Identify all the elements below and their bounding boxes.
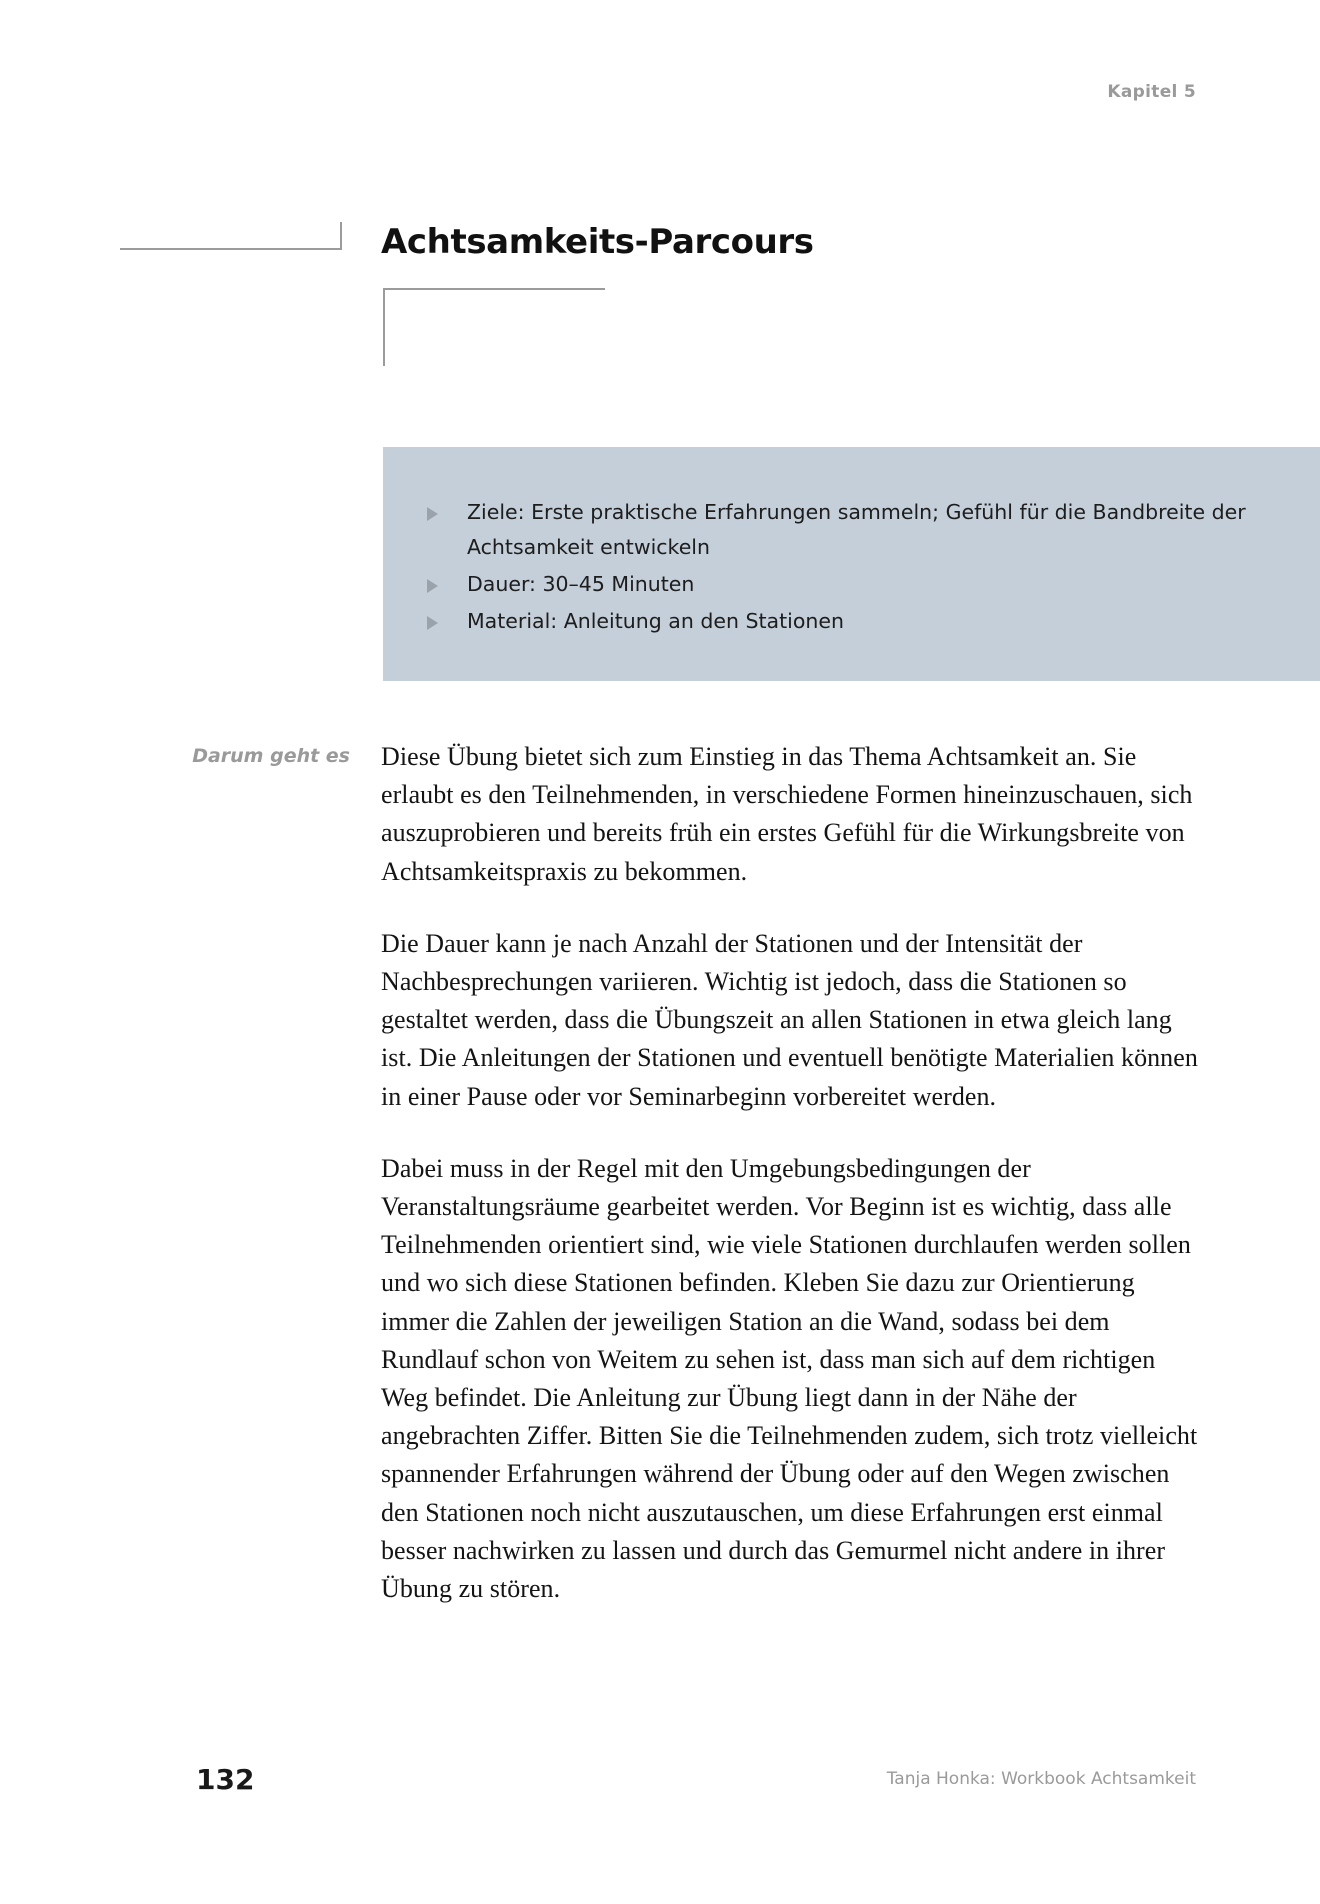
list-item <box>419 604 1268 639</box>
running-header-chapter: Kapitel 5 <box>1107 82 1196 102</box>
footer-credit: Tanja Honka: Workbook Achtsamkeit <box>886 1769 1196 1789</box>
list-item <box>419 567 1268 602</box>
info-box-list <box>419 495 1268 639</box>
triangle-right-icon <box>427 616 438 630</box>
body-paragraph: Dabei muss in der Regel mit den Umgebungsbedingungen der Veranstaltungsräume gearbeitet werden. Vor Beginn ist es wichtig, dass alle Teilnehmenden orientiert sind, wie viele Stationen durchlaufen werden sollen und wo sich diese Stationen befinden. Kleben Sie dazu zur Orientierung immer die Zahlen der jeweiligen Station an die Wand, sodass bei dem Rundlauf schon von Weitem zu sehen ist, dass man sich auf dem richtigen Weg befindet. Die Anleitung zur Übung liegt dann in der Nähe der angebrachten Ziffer. Bitten Sie die Teilnehmenden zudem, sich trotz vielleicht spannender Erfahrungen während der Übung oder auf den Wegen zwischen den Stationen noch nicht auszutauschen, um diese Erfahrungen erst einmal besser nachwirken zu lassen und durch das Gemurmel nicht andere in ihrer Übung zu stören. <box>381 1153 1198 1604</box>
margin-note-label: Darum geht es <box>192 745 350 767</box>
triangle-right-icon <box>427 507 438 521</box>
info-item-text: Dauer: 30–45 Minuten <box>467 572 695 596</box>
info-item-text: Ziele: Erste praktische Erfahrungen sammeln; Gefühl für die Bandbreite der Achtsamkeit entwickeln <box>467 500 1246 559</box>
title-rule-left-tick <box>340 222 342 250</box>
triangle-right-icon <box>427 579 438 593</box>
body-paragraph: Die Dauer kann je nach Anzahl der Stationen und der Intensität der Nachbesprechungen variieren. Wichtig ist jedoch, dass die Stationen so gestaltet werden, dass die Übungszeit an allen Stationen in etwa gleich lang ist. Die Anleitungen der Stationen und eventuell benötigte Materialien können in einer Pause oder vor Seminarbeginn vorbereitet werden. <box>381 928 1198 1111</box>
title-rule-left <box>120 248 342 250</box>
page-number: 132 <box>196 1763 255 1796</box>
body-column <box>381 738 1203 1642</box>
info-item-text: Material: Anleitung an den Stationen <box>467 609 844 633</box>
body-paragraph: Diese Übung bietet sich zum Einstieg in das Thema Achtsamkeit an. Sie erlaubt es den Teilnehmenden, in verschiedene Formen hineinzuschauen, sich auszuprobieren und bereits früh ein erstes Gefühl für die Wirkungsbreite von Achtsamkeitspraxis zu bekommen. <box>381 742 1193 886</box>
list-item <box>419 495 1268 565</box>
info-box <box>383 447 1320 681</box>
page-title: Achtsamkeits-Parcours <box>381 222 814 262</box>
title-rule-under <box>383 288 605 290</box>
title-rule-under-tick <box>383 288 385 366</box>
